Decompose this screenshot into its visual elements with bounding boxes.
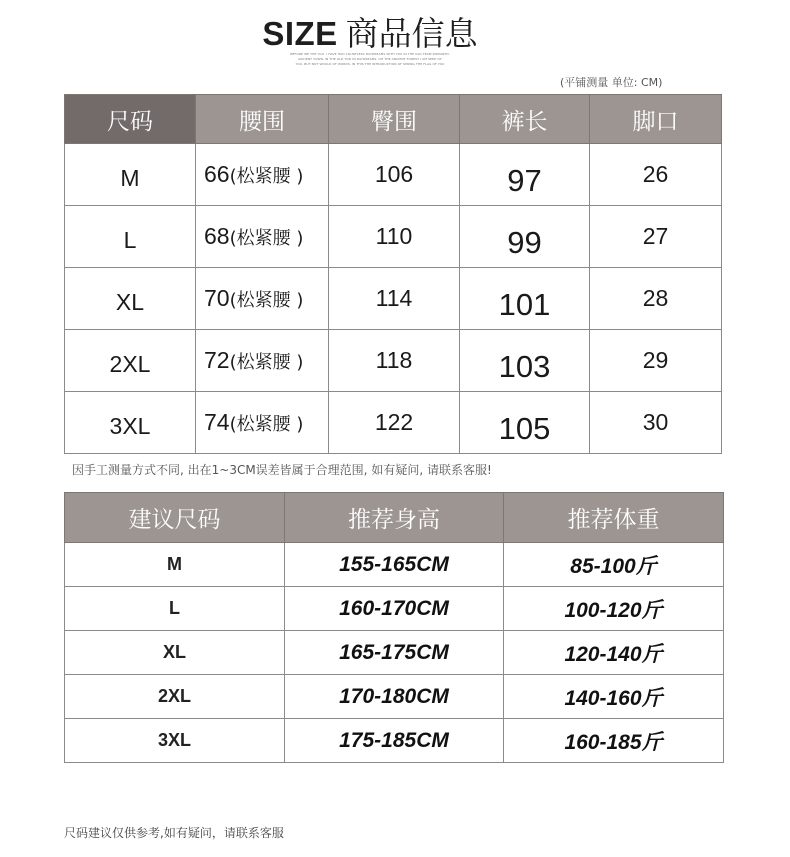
weight-cell: 120-140斤: [504, 631, 724, 675]
waist-note: (松紧腰 ): [229, 352, 304, 373]
header-weight: 推荐体重: [504, 493, 724, 543]
measurement-notice: 因手工测量方式不同, 出在1~3CM误差皆属于合理范围, 如有疑问, 请联系客服!: [72, 463, 492, 477]
hem-cell: 29: [590, 330, 722, 392]
size-cell: L: [65, 206, 196, 268]
table-row: [65, 268, 722, 330]
waist-value: 68: [204, 223, 230, 249]
table-row: [65, 587, 724, 631]
table-row: [65, 719, 724, 763]
hem-cell: 27: [590, 206, 722, 268]
hem-cell: 26: [590, 144, 722, 206]
waist-value: 70: [204, 285, 230, 311]
waist-note: (松紧腰 ): [229, 166, 304, 187]
weight-cell: 160-185斤: [504, 719, 724, 763]
waist-note: (松紧腰 ): [229, 228, 304, 249]
waist-note: (松紧腰 ): [229, 290, 304, 311]
fine-print-line: BEFORE WE THE YOU. I HAVE HAD COUNTLESS DAYDREAMS WITH YOU IN THE OLD TEAM ROMANTIC: [290, 52, 450, 56]
size-cell: M: [65, 144, 196, 206]
suggested-size-cell: M: [65, 543, 285, 587]
table-row: [65, 144, 722, 206]
weight-cell: 140-160斤: [504, 675, 724, 719]
table-row: [65, 675, 724, 719]
title-cn: 商品信息: [345, 14, 478, 53]
length-cell: 105: [460, 392, 590, 454]
unit-note: (平铺测量 单位: CM): [560, 76, 663, 89]
header-length: 裤长: [460, 95, 590, 144]
header-hip: 臀围: [329, 95, 460, 144]
height-cell: 175-185CM: [285, 719, 504, 763]
length-cell: 97: [460, 144, 590, 206]
size-cell: 2XL: [65, 330, 196, 392]
height-cell: 155-165CM: [285, 543, 504, 587]
height-cell: 170-180CM: [285, 675, 504, 719]
height-cell: 165-175CM: [285, 631, 504, 675]
suggested-size-cell: 3XL: [65, 719, 285, 763]
size-cell: XL: [65, 268, 196, 330]
table-row: [65, 543, 724, 587]
title-en: SIZE: [262, 15, 338, 52]
hip-cell: 122: [329, 392, 460, 454]
page-title: [0, 8, 790, 55]
suggested-size-cell: 2XL: [65, 675, 285, 719]
suggested-size-cell: XL: [65, 631, 285, 675]
size-table: [64, 94, 722, 454]
waist-cell: [196, 330, 329, 392]
length-cell: 99: [460, 206, 590, 268]
hip-cell: 106: [329, 144, 460, 206]
waist-value: 66: [204, 161, 230, 187]
hip-cell: 118: [329, 330, 460, 392]
table-row: [65, 206, 722, 268]
length-cell: 101: [460, 268, 590, 330]
footnote: 尺码建议仅供参考,如有疑问，请联系客服: [64, 826, 284, 840]
weight-cell: 85-100斤: [504, 543, 724, 587]
waist-value: 72: [204, 347, 230, 373]
suggested-size-cell: L: [65, 587, 285, 631]
waist-cell: [196, 206, 329, 268]
table-row: [65, 631, 724, 675]
table-row: [65, 330, 722, 392]
table-header-row: [65, 95, 722, 144]
table-row: [65, 392, 722, 454]
waist-value: 74: [204, 409, 230, 435]
header-height: 推荐身高: [285, 493, 504, 543]
hem-cell: 28: [590, 268, 722, 330]
hem-cell: 30: [590, 392, 722, 454]
header-hem: 脚口: [590, 95, 722, 144]
recommendation-table: [64, 492, 724, 763]
waist-cell: [196, 392, 329, 454]
hip-cell: 110: [329, 206, 460, 268]
waist-note: (松紧腰 ): [229, 414, 304, 435]
fine-print-line: ANCIENT TOWN. IN THE OLD TOD IN DAYDREAMS. OH THE ANCIENT FOREST I AM SEED OF: [298, 57, 442, 61]
header-size: 尺码: [65, 95, 196, 144]
fine-print-line: YOU, BUT NOT WOULD OF WORDS. IN THIS THE INTRODUCTION OF SPRING THE FLAG OF YOU: [295, 62, 445, 66]
hip-cell: 114: [329, 268, 460, 330]
header-suggested-size: 建议尺码: [65, 493, 285, 543]
length-cell: 103: [460, 330, 590, 392]
waist-cell: [196, 268, 329, 330]
height-cell: 160-170CM: [285, 587, 504, 631]
waist-cell: [196, 144, 329, 206]
size-cell: 3XL: [65, 392, 196, 454]
header-waist: 腰围: [196, 95, 329, 144]
table-header-row: [65, 493, 724, 543]
weight-cell: 100-120斤: [504, 587, 724, 631]
